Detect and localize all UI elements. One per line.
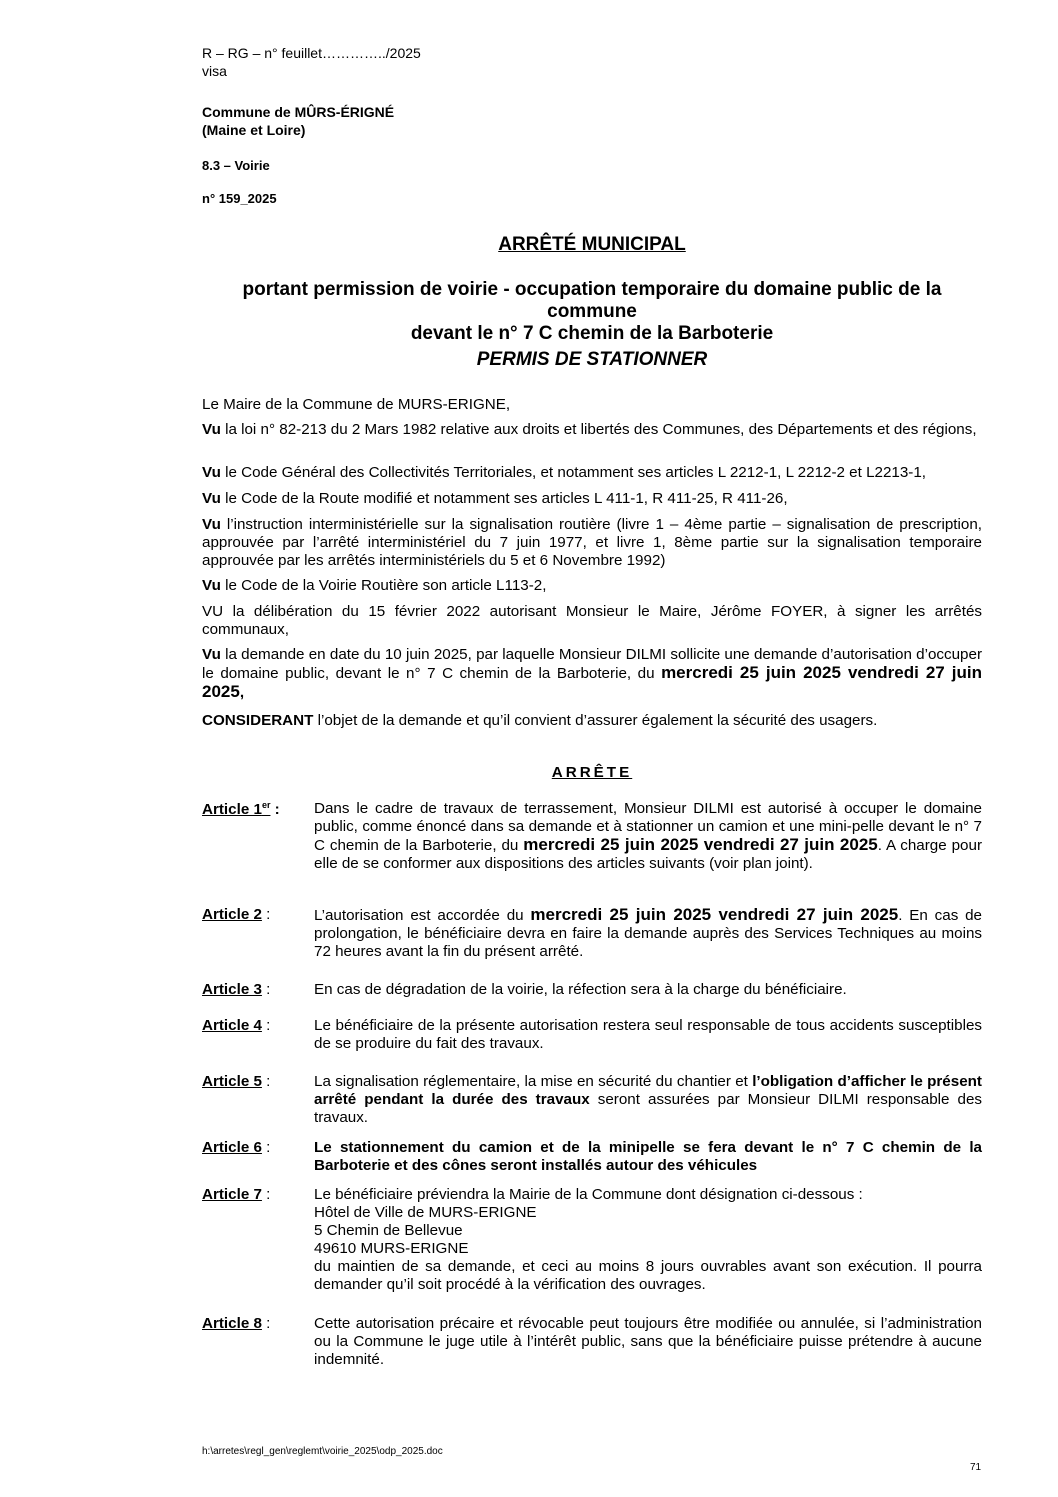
article-8-text: Cette autorisation précaire et révocable peut toujours être modifiée ou annulée, si l’administration ou la Commune le juge utile à l’intérêt public, sans que la bénéficiaire puisse prétendre à aucune indemnité. [314,1315,982,1368]
article-3-label: Article 3 : [202,981,271,998]
category-label: 8.3 – Voirie [202,158,270,173]
article-7-label: Article 7 : [202,1186,271,1203]
arrete-number: n° 159_2025 [202,191,277,206]
mairie-street: 5 Chemin de Bellevue [314,1222,463,1239]
department-name: (Maine et Loire) [202,122,306,138]
preamble-vu-6: VU la délibération du 15 février 2022 autorisant Monsieur le Maire, Jérôme FOYER, à signer les arrêtés communaux, [202,603,982,638]
article-7-line-1: Le bénéficiaire préviendra la Mairie de la Commune dont désignation ci-dessous : [314,1186,863,1203]
article-1-label: Article 1er : [202,800,280,819]
article-2-label: Article 2 : [202,906,271,923]
footer-file-path: h:\arretes\regl_gen\reglemt\voirie_2025\odp_2025.doc [202,1446,443,1457]
article-7-text [314,1186,982,1294]
article-6-label: Article 6 : [202,1139,271,1156]
article-4-text: Le bénéficiaire de la présente autorisation restera seul responsable de tous accidents susceptibles de se produire du fait des travaux. [314,1017,982,1052]
page-number: 71 [970,1462,982,1473]
page-title: ARRÊTÉ MUNICIPAL [498,234,686,255]
visa-label: visa [202,63,227,79]
article-6-text: Le stationnement du camion et de la minipelle se fera devant le n° 7 C chemin de la Barboterie et des cônes seront installés autour des véhicules [314,1139,982,1174]
article-5-label: Article 5 : [202,1073,271,1090]
preamble-vu-1: Vu la loi n° 82-213 du 2 Mars 1982 relative aux droits et libertés des Communes, des Départements et des régions, [202,421,977,438]
subtitle [202,279,982,371]
article-1-text: Dans le cadre de travaux de terrassement, Monsieur DILMI est autorisé à occuper le domaine public, comme énoncé dans sa demande et à stationner un camion et une mini-pelle devant le n° 7 C chemin de la Barboterie, du mercredi 25 juin 2025 vendredi 27 juin 2025. A charge pour elle de se conformer aux dispositions des articles suivants (voir plan joint). [314,800,983,872]
preamble-vu-2: Vu le Code Général des Collectivités Territoriales, et notamment ses articles L 2212-1, L 2212-2 et L2213-1, [202,464,927,481]
subtitle-line-1: portant permission de voirie - occupation temporaire du domaine public de la commune [242,279,942,322]
preamble-considerant: CONSIDERANT l’objet de la demande et qu’il convient d’assurer également la sécurité des usagers. [202,712,878,729]
preamble-vu-3: Vu le Code de la Route modifié et notamment ses articles L 411-1, R 411-25, R 411-26, [202,490,788,507]
subtitle-permit: PERMIS DE STATIONNER [476,349,708,370]
reference-line: R – RG – n° feuillet…………../2025 [202,45,421,61]
article-2-text: L’autorisation est accordée du mercredi 25 juin 2025 vendredi 27 juin 2025. En cas de prolongation, le bénéficiaire devra en faire la demande auprès des Services Techniques au moins 72 heures avant la fin du présent arrêté. [314,905,982,960]
article-4-label: Article 4 : [202,1017,271,1034]
article-3-text: En cas de dégradation de la voirie, la réfection sera à la charge du bénéficiaire. [314,981,847,998]
preamble-vu-4: Vu l’instruction interministérielle sur la signalisation routière (livre 1 – 4ème partie – signalisation de prescription, approuvée par l’arrêté interministériel du 7 juin 1977, et livre 1, 8ème partie sur la signalisation temporaire approuvée par les arrêtés interministériels du 5 et 6 Novembre 1992) [202,516,982,569]
mairie-city: 49610 MURS-ERIGNE [314,1240,469,1257]
arrete-heading: ARRÊTE [551,764,633,781]
subtitle-line-2: devant le n° 7 C chemin de la Barboterie [410,323,774,344]
article-8-label: Article 8 : [202,1315,271,1332]
preamble [202,396,982,736]
article-7-line-5: du maintien de sa demande, et ceci au moins 8 jours ouvrables avant son exécution. Il pourra demander qu’il soit procédé à la vérification des ouvrages. [314,1258,982,1293]
mairie-name: Hôtel de Ville de MURS-ERIGNE [314,1204,537,1221]
articles [202,800,982,1380]
preamble-vu-7: Vu la demande en date du 10 juin 2025, par laquelle Monsieur DILMI sollicite une demande d’autorisation d’occuper le domaine public, devant le n° 7 C chemin de la Barboterie, du mercredi 25 juin 2025 vendredi 27 juin 2025, [202,646,982,701]
commune-name: Commune de MÛRS-ÉRIGNÉ [202,104,395,120]
article-5-text: La signalisation réglementaire, la mise en sécurité du chantier et l’obligation d’afficher le présent arrêté pendant la durée des travaux seront assurées par Monsieur DILMI responsable des travaux. [314,1073,982,1126]
preamble-vu-5: Vu le Code de la Voirie Routière son article L113-2, [202,577,547,594]
preamble-intro: Le Maire de la Commune de MURS-ERIGNE, [202,396,511,413]
